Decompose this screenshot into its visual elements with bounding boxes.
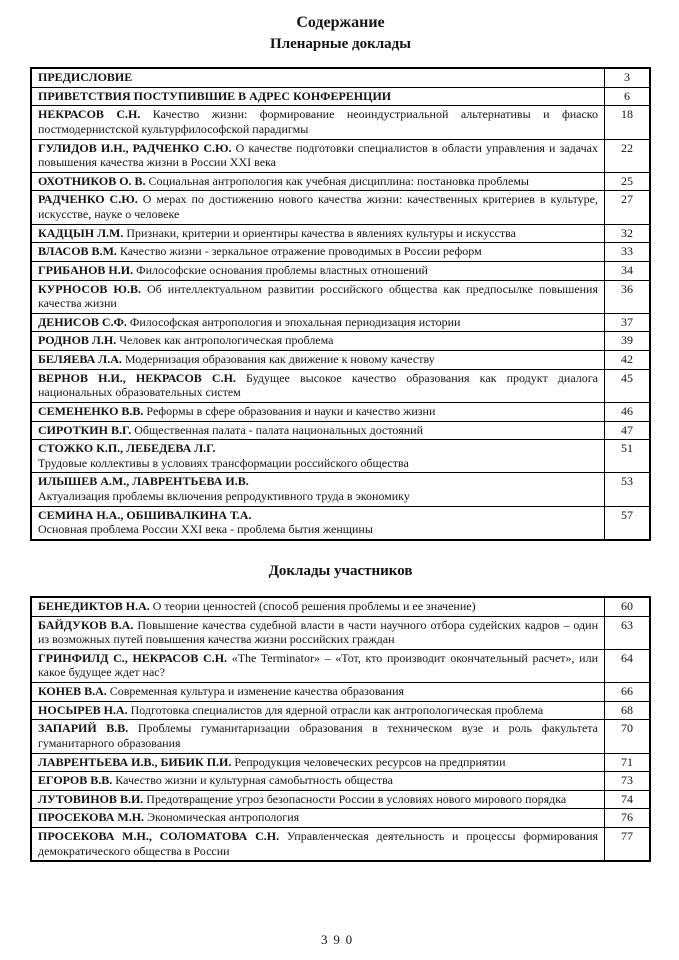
toc-entry-authors: ГРИБАНОВ Н.И. <box>38 262 134 277</box>
toc-entry <box>31 191 605 224</box>
toc-entry-page: 42 <box>605 351 651 370</box>
page-number: 390 <box>320 932 359 947</box>
toc-entry-page: 6 <box>605 87 651 106</box>
toc-entry-page: 34 <box>605 261 651 280</box>
toc-entry <box>31 809 605 828</box>
toc-entry-title: Управленческая деятельность и процессы формирования демократического общества в России <box>38 829 599 858</box>
toc-entry-page: 39 <box>605 332 651 351</box>
toc-entry-authors: НОСЫРЕВ Н.А. <box>38 702 128 717</box>
toc-entry-authors: БЕЛЯЕВА Л.А. <box>38 352 122 366</box>
toc-entry <box>31 701 605 720</box>
toc-entry-title: Современная культура и изменение качества образования <box>109 684 405 698</box>
toc-entry <box>31 402 605 421</box>
toc-entry <box>31 772 605 791</box>
toc-entry-authors: КАДЦЫН Л.М. <box>38 225 124 240</box>
toc-entry-authors: СЕМИНА Н.А., ОБШИВАЛКИНА Т.А. <box>38 507 252 522</box>
toc-entry <box>31 421 605 440</box>
toc-row <box>31 683 650 702</box>
toc-entry-title: Репродукция человеческих ресурсов на предприятии <box>234 754 506 769</box>
toc-entry-authors: ИЛЫШЕВ А.М., ЛАВРЕНТЬЕВА И.В. <box>38 474 249 489</box>
toc-entry-page: 63 <box>605 616 651 649</box>
toc-entry <box>31 332 605 351</box>
toc-entry-authors: ЛАВРЕНТЬЕВА И.В., БИБИК П.И. <box>38 754 232 769</box>
toc-entry <box>31 313 605 332</box>
toc-row <box>31 720 650 753</box>
toc-entry-authors: КУРНОСОВ Ю.В. <box>38 281 141 296</box>
toc-entry-page: 53 <box>605 473 651 506</box>
toc-entry <box>31 351 605 370</box>
toc-entry <box>31 243 605 262</box>
toc-entry-page: 76 <box>605 809 651 828</box>
toc-entry-page: 18 <box>605 106 651 139</box>
toc-row <box>31 243 650 262</box>
toc-entry <box>31 106 605 139</box>
toc-row <box>31 369 650 402</box>
toc-entry <box>31 649 605 682</box>
toc-entry <box>31 683 605 702</box>
toc-entry <box>31 87 605 106</box>
toc-entry-authors: СТОЖКО К.П., ЛЕБЕДЕВА Л.Г. <box>38 441 216 456</box>
toc-entry <box>31 753 605 772</box>
toc-entry-authors: ЛУТОВИНОВ В.И. <box>38 791 144 806</box>
toc-entry-authors: ГУЛИДОВ И.Н., РАДЧЕНКО С.Ю. <box>38 140 232 155</box>
toc-entry-authors: БАЙДУКОВ В.А. <box>38 617 134 632</box>
toc-row <box>31 172 650 191</box>
toc-entry-page: 33 <box>605 243 651 262</box>
toc-entry-page: 71 <box>605 753 651 772</box>
toc-entry-page: 73 <box>605 772 651 791</box>
toc-row <box>31 191 650 224</box>
toc-entry-authors: БЕНЕДИКТОВ Н.А. <box>38 598 150 613</box>
toc-row <box>31 616 650 649</box>
toc-entry-page: 70 <box>605 720 651 753</box>
toc-row <box>31 506 650 540</box>
section-heading-participants: Доклады участников <box>268 562 413 579</box>
toc-entry-page: 60 <box>605 597 651 616</box>
toc-entry-title: Качество жизни: формирование неоиндустриальной альтернативы и фиаско постмодернистской культурфилософской парадигмы <box>38 107 599 136</box>
toc-entry-title: Человек как антропологическая проблема <box>119 333 334 348</box>
toc-entry-page: 57 <box>605 506 651 540</box>
plenary-toc-table <box>30 67 651 541</box>
toc-entry-title: Трудовые коллективы в условиях трансформации российского общества <box>38 455 409 470</box>
toc-row <box>31 68 650 87</box>
toc-row <box>31 106 650 139</box>
toc-entry-page: 27 <box>605 191 651 224</box>
toc-row <box>31 139 650 172</box>
toc-entry-title: Философские основания проблемы властных отношений <box>136 262 428 277</box>
toc-entry-title: Философская антропология и эпохальная периодизация истории <box>129 314 461 329</box>
toc-entry-title: Повышение качества судебной власти в части научного отбора судейских кадров – один из возможных путей повышения качества жизни российских граждан <box>38 617 599 647</box>
toc-entry-page: 45 <box>605 369 651 402</box>
toc-entry-page: 66 <box>605 683 651 702</box>
toc-entry-page: 3 <box>605 68 651 87</box>
toc-entry-authors: ГРИНФИЛД С., НЕКРАСОВ С.Н. <box>38 650 228 665</box>
toc-entry-title: Проблемы гуманитаризации образования в техническом вузе и роль факультета гуманитарного образования <box>38 721 598 750</box>
toc-entry-title: Основная проблема России XXI века - проблема бытия женщины <box>38 522 373 537</box>
toc-entry-page: 22 <box>605 139 651 172</box>
toc-entry-authors: ПРЕДИСЛОВИЕ <box>38 70 133 84</box>
toc-row <box>31 440 650 473</box>
toc-entry-title: Качество жизни - зеркальное отражение проводимых в России реформ <box>119 244 482 259</box>
toc-entry <box>31 172 605 191</box>
toc-entry-authors: СИРОТКИН В.Г. <box>38 422 132 437</box>
toc-entry-authors: ПРИВЕТСТВИЯ ПОСТУПИВШИЕ В АДРЕС КОНФЕРЕНЦИИ <box>38 88 392 103</box>
toc-entry-authors: ЗАПАРИЙ В.В. <box>38 721 129 736</box>
toc-row <box>31 280 650 313</box>
toc-entry-authors: ЕГОРОВ В.В. <box>38 773 113 788</box>
toc-entry <box>31 597 605 616</box>
toc-entry-title: О теории ценностей (способ решения проблемы и ее значение) <box>152 598 476 613</box>
toc-entry <box>31 790 605 809</box>
toc-entry <box>31 616 605 649</box>
toc-entry-authors: ОХОТНИКОВ О. В. <box>38 173 146 188</box>
toc-row <box>31 87 650 106</box>
toc-entry-title: Социальная антропология как учебная дисциплина: постановка проблемы <box>148 173 529 188</box>
toc-row <box>31 649 650 682</box>
toc-entry <box>31 828 605 862</box>
toc-entry-authors: РАДЧЕНКО С.Ю. <box>38 192 138 207</box>
toc-entry-title: О мерах по достижению нового качества жизни: качественных критериев в культуре, искусстве, науке о человеке <box>38 192 598 221</box>
toc-entry <box>31 506 605 540</box>
toc-entry <box>31 720 605 753</box>
toc-entry <box>31 440 605 473</box>
toc-entry <box>31 261 605 280</box>
toc-row <box>31 421 650 440</box>
toc-entry <box>31 224 605 243</box>
toc-entry <box>31 369 605 402</box>
toc-entry-page: 32 <box>605 224 651 243</box>
toc-entry <box>31 473 605 506</box>
toc-row <box>31 402 650 421</box>
toc-row <box>31 790 650 809</box>
toc-entry-authors: ПРОСЕКОВА М.Н. <box>38 810 145 825</box>
toc-entry-title: Предотвращение угроз безопасности России в условиях нового мирового порядка <box>146 791 567 806</box>
toc-row <box>31 597 650 616</box>
toc-entry-page: 47 <box>605 421 651 440</box>
toc-row <box>31 313 650 332</box>
toc-entry-title: «The Terminator» – «Тот, кто производит окончательный расчет», или какое будущее ждет нас? <box>38 650 599 680</box>
toc-entry-authors: ВЕРНОВ Н.И., НЕКРАСОВ С.Н. <box>38 370 236 385</box>
toc-entry <box>31 68 605 87</box>
toc-row <box>31 332 650 351</box>
participants-toc-table <box>30 596 651 862</box>
toc-entry <box>31 139 605 172</box>
toc-entry-title: Экономическая антропология <box>147 810 300 825</box>
toc-entry <box>31 280 605 313</box>
toc-entry-authors: КОНЕВ В.А. <box>38 684 107 698</box>
toc-entry-title: Подготовка специалистов для ядерной отрасли как антропологическая проблема <box>130 702 544 717</box>
toc-row <box>31 753 650 772</box>
page-title: Содержание <box>296 14 385 31</box>
toc-entry-title: Будущее высокое качество образования как продукт диалога национальных образовательных систем <box>38 370 598 400</box>
toc-row <box>31 772 650 791</box>
toc-entry-title: Качество жизни и культурная самобытность общества <box>115 773 393 788</box>
toc-entry-title: Общественная палата - палата национальных достояний <box>134 422 423 437</box>
toc-entry-authors: СЕМЕНЕНКО В.В. <box>38 403 144 418</box>
toc-row <box>31 828 650 862</box>
toc-row <box>31 701 650 720</box>
toc-entry-authors: ПРОСЕКОВА М.Н., СОЛОМАТОВА С.Н. <box>38 829 280 843</box>
toc-entry-authors: ВЛАСОВ В.М. <box>38 244 117 259</box>
toc-row <box>31 224 650 243</box>
toc-row <box>31 351 650 370</box>
toc-entry-title: О качестве подготовки специалистов в области управления и задачах повышения качества жизни в России XXI века <box>38 140 598 170</box>
toc-row <box>31 809 650 828</box>
toc-entry-page: 46 <box>605 402 651 421</box>
section-heading-plenary: Пленарные доклады <box>270 36 411 52</box>
toc-entry-authors: РОДНОВ Л.Н. <box>38 333 117 348</box>
toc-entry-title: Модернизация образования как движение к новому качеству <box>124 352 435 366</box>
toc-entry-page: 37 <box>605 313 651 332</box>
toc-entry-authors: НЕКРАСОВ С.Н. <box>38 107 141 122</box>
toc-entry-authors: ДЕНИСОВ С.Ф. <box>38 314 127 329</box>
toc-entry-title: Актуализация проблемы включения репродуктивного труда в экономику <box>38 489 410 503</box>
toc-row <box>31 473 650 506</box>
toc-entry-page: 77 <box>605 828 651 862</box>
toc-row <box>31 261 650 280</box>
toc-entry-page: 74 <box>605 790 651 809</box>
toc-entry-title: Реформы в сфере образования и науки и качество жизни <box>146 403 436 418</box>
toc-entry-title: Об интеллектуальном развитии российского общества как предпосылке повышения качества жизни <box>38 281 599 311</box>
toc-entry-page: 36 <box>605 280 651 313</box>
toc-entry-page: 51 <box>605 440 651 473</box>
toc-entry-page: 25 <box>605 172 651 191</box>
toc-entry-page: 64 <box>605 649 651 682</box>
toc-entry-page: 68 <box>605 701 651 720</box>
toc-entry-title: Признаки, критерии и ориентиры качества в явлениях культуры и искусства <box>126 225 516 240</box>
